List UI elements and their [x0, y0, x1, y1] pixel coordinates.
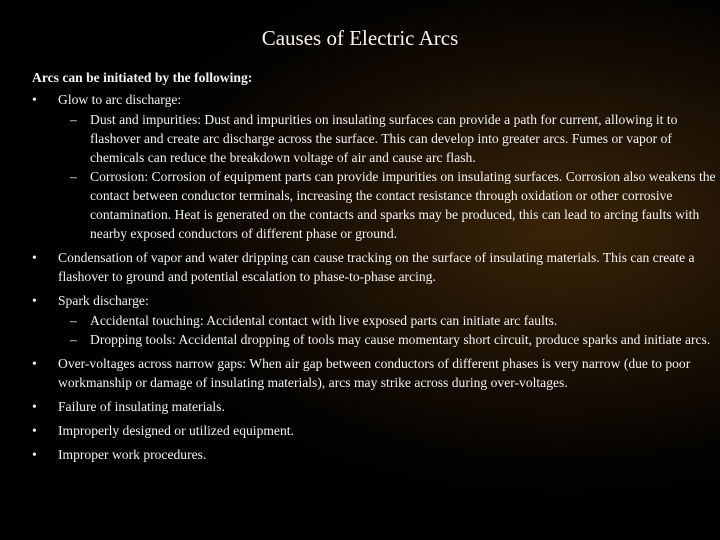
intro-text: Arcs can be initiated by the following: [32, 70, 253, 85]
dash-icon: – [70, 332, 77, 347]
slide-content [32, 68, 716, 469]
dash-icon: – [70, 169, 77, 184]
bullet-item-over-voltages [32, 354, 716, 392]
sub-list [58, 311, 716, 349]
bullet-text: Over-voltages across narrow gaps: When air gap between conductors of different phases is very narrow (due to poor workmanship or damage of insulating materials), arcs may strike across during over-voltages. [58, 356, 691, 390]
sub-list [58, 110, 716, 243]
bullet-icon: • [32, 423, 37, 438]
bullet-item-improper-equipment [32, 421, 716, 440]
bullet-icon: • [32, 399, 37, 414]
bullet-text: Condensation of vapor and water dripping can cause tracking on the surface of insulating materials. This can create a flashover to ground and potential escalation to phase-to-phase arcing. [58, 250, 695, 284]
slide-title: Causes of Electric Arcs [261, 26, 459, 50]
dash-icon: – [70, 112, 77, 127]
sub-item-text: Dropping tools: Accidental dropping of tools may cause momentary short circuit, produce sparks and initiate arcs. [90, 332, 711, 347]
bullet-icon: • [32, 356, 37, 371]
sub-item-text: Dust and impurities: Dust and impurities on insulating surfaces can provide a path for current, allowing it to flashover and create arc discharge across the surface. This can develop into greater arcs. Fumes or vapor of chemicals can reduce the breakdown voltage of air and cause arc flash. [90, 112, 678, 165]
bullet-icon: • [32, 250, 37, 265]
bullet-item-spark-discharge [32, 291, 716, 349]
sub-item-accidental-touching [58, 311, 716, 330]
sub-item-dropping-tools [58, 330, 716, 349]
dash-icon: – [70, 313, 77, 328]
bullet-icon: • [32, 293, 37, 308]
bullet-text: Failure of insulating materials. [58, 399, 225, 414]
sub-item-dust-and-impurities [58, 110, 716, 167]
bullet-icon: • [32, 447, 37, 462]
sub-item-text: Accidental touching: Accidental contact with live exposed parts can initiate arc faults. [90, 313, 558, 328]
bullet-item-improper-procedures [32, 445, 716, 464]
bullet-item-insulation-failure [32, 397, 716, 416]
bullet-text: Improperly designed or utilized equipment. [58, 423, 294, 438]
sub-item-corrosion [58, 167, 716, 243]
bullet-icon: • [32, 92, 37, 107]
bullet-text: Glow to arc discharge: [58, 92, 182, 107]
bullet-item-condensation [32, 248, 716, 286]
bullet-text: Spark discharge: [58, 293, 149, 308]
bullet-text: Improper work procedures. [58, 447, 207, 462]
sub-item-text: Corrosion: Corrosion of equipment parts can provide impurities on insulating surfaces. Corrosion also weakens the contact between conductor terminals, increasing the contact resistance through oxidation or other corrosive contamination. Heat is generated on the contacts and sparks may be produced, this can lead to arcing faults with nearby exposed conductors of different phase or ground. [90, 169, 716, 241]
bullet-item-glow-to-arc [32, 90, 716, 243]
